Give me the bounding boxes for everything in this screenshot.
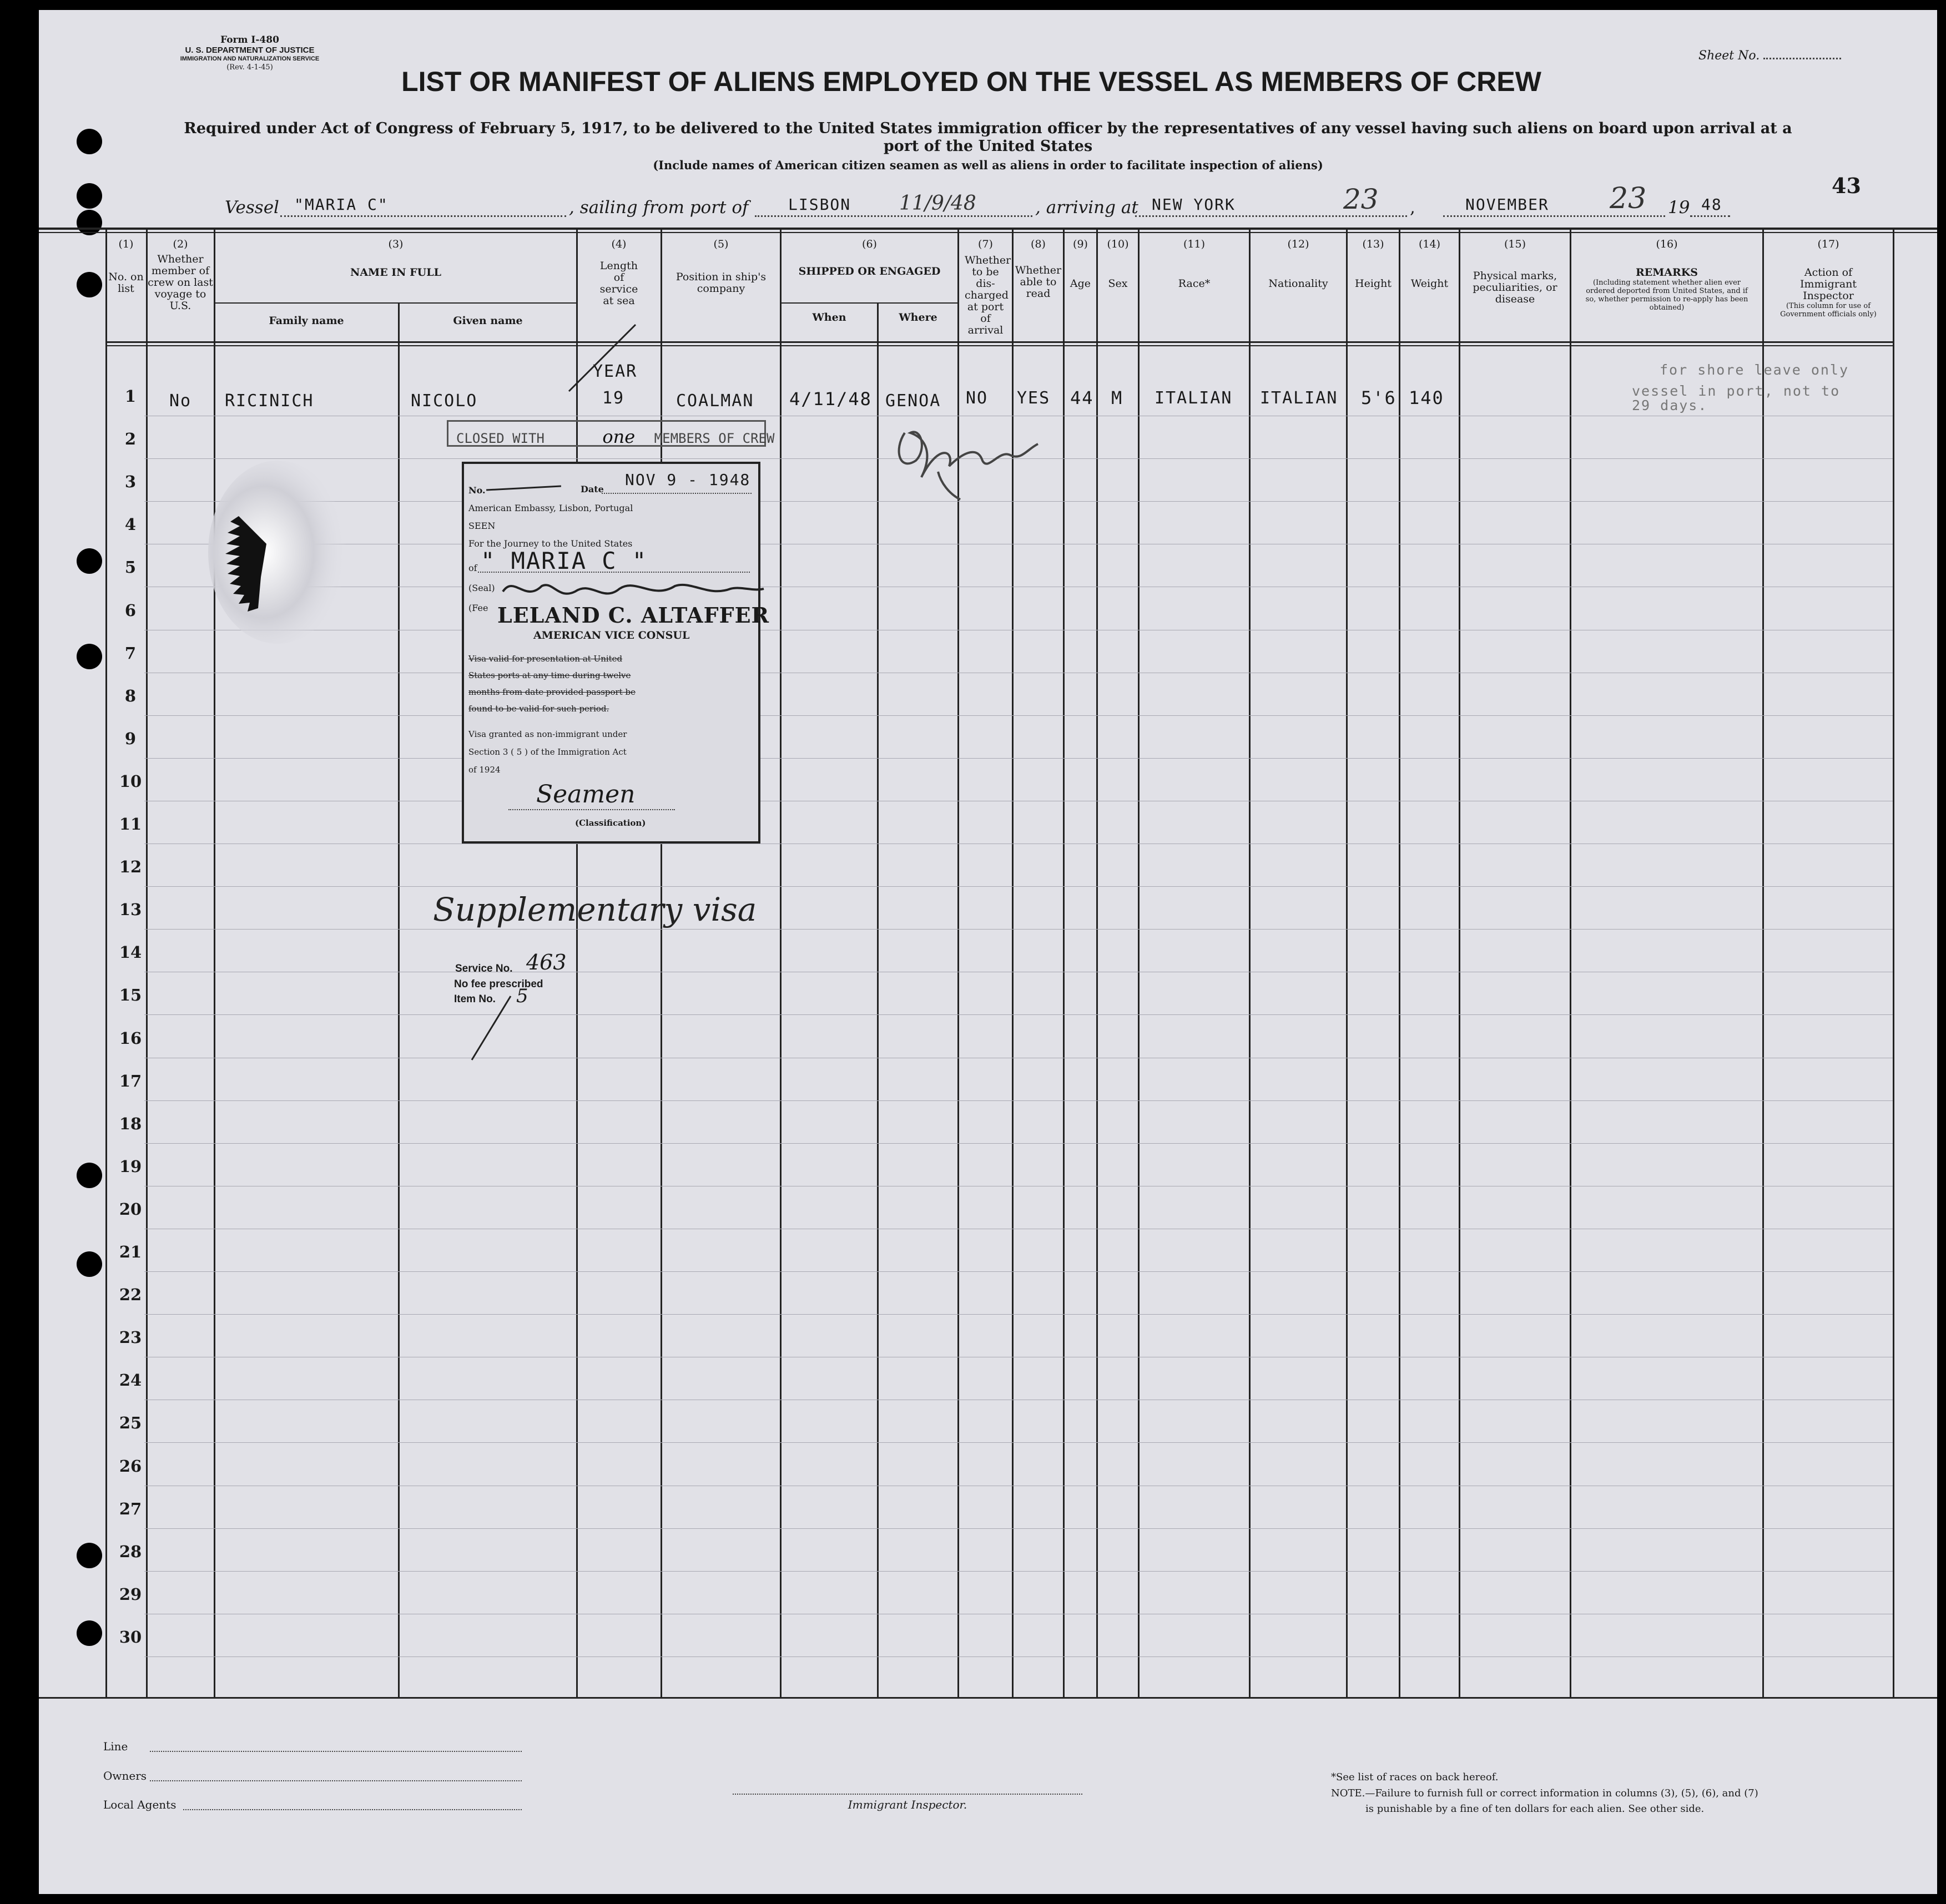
col-num: (14)	[1418, 238, 1440, 250]
col-num: (12)	[1287, 238, 1309, 250]
col-10-header	[1098, 239, 1138, 290]
col-3-header	[215, 239, 576, 279]
entry-service: 19	[602, 388, 625, 408]
column-divider	[1399, 228, 1400, 1697]
inspector-signature	[888, 411, 1043, 505]
port-line	[755, 215, 1032, 217]
arriving-label: , arriving at	[1035, 198, 1138, 218]
item-no-label: Item No.	[454, 993, 496, 1005]
entry-height: 5'6	[1361, 387, 1397, 408]
row-number: 19	[119, 1156, 142, 1176]
row-number: 25	[119, 1413, 142, 1433]
col-label: REMARKS	[1635, 266, 1698, 279]
when-header: When	[812, 311, 846, 324]
col-15-header	[1460, 239, 1570, 305]
arrival-day-handwritten: 23	[1343, 183, 1379, 215]
arrival-year: 48	[1701, 195, 1722, 214]
sailing-date-handwritten: 11/9/48	[899, 192, 976, 215]
col-label: Sex	[1108, 277, 1128, 290]
penalty-note: NOTE.—Failure to furnish full or correct information in columns (3), (5), (6), and (7)	[1331, 1787, 1758, 1799]
col-16-header	[1571, 239, 1762, 312]
visa-of-label: of	[468, 563, 477, 573]
col-note: (This column for use of Government officials only)	[1780, 302, 1877, 319]
col-7-header	[959, 239, 1012, 336]
col-num: (2)	[173, 238, 188, 250]
column-divider	[1570, 228, 1571, 1697]
where-header: Where	[899, 311, 937, 324]
row-rule	[144, 1014, 1893, 1015]
sailing-label: , sailing from port of	[569, 198, 749, 218]
visa-seen: SEEN	[468, 521, 496, 531]
punch-hole	[77, 1543, 102, 1568]
row-number: 15	[119, 986, 142, 1005]
col-11-header	[1140, 239, 1249, 290]
visa-no-strike	[486, 485, 561, 491]
visa-stamp	[462, 462, 770, 844]
service-no-handwritten: 463	[526, 950, 567, 974]
visa-fee: (Fee	[468, 603, 488, 613]
punch-hole	[77, 1163, 102, 1188]
visa-vessel: " MARIA C "	[481, 547, 648, 574]
departure-port: LISBON	[788, 195, 851, 214]
col-6-header	[782, 239, 957, 277]
col-label: Action of Immigrant Inspector	[1799, 266, 1857, 302]
col-1-header	[107, 239, 145, 295]
col-label: Whether able to read	[1015, 264, 1062, 300]
col-num: (16)	[1656, 238, 1678, 250]
col-label: Race*	[1178, 277, 1211, 290]
col-9-header	[1065, 239, 1096, 290]
visa-seal: (Seal)	[468, 583, 495, 593]
sheet-label: Sheet No.	[1698, 49, 1760, 63]
visa-date-line	[602, 493, 752, 494]
row-number: 9	[124, 729, 137, 748]
inspector-label: Immigrant Inspector.	[848, 1798, 967, 1811]
entry-nationality: ITALIAN	[1260, 388, 1338, 408]
closed-stamp-count: one	[602, 426, 636, 447]
vessel-line	[280, 215, 566, 217]
col-label: NAME IN FULL	[350, 266, 441, 279]
punch-hole	[77, 272, 102, 297]
entry-weight: 140	[1409, 387, 1444, 408]
row-rule	[144, 715, 1893, 716]
entry-given-name: NICOLO	[411, 391, 478, 411]
punch-hole	[77, 129, 102, 154]
col-label: Whether member of crew on last voyage to U.S.	[148, 253, 213, 312]
row-number: 28	[119, 1542, 142, 1561]
col-8-header	[1014, 239, 1063, 300]
visa-granted: Section 3 ( 5 ) of the Immigration Act	[468, 747, 627, 757]
row-rule	[144, 929, 1893, 930]
entry-remarks: for shore leave only	[1660, 362, 1849, 378]
row-number: 8	[124, 686, 137, 705]
year-prefix: 19	[1668, 198, 1690, 218]
column-divider	[214, 228, 215, 1697]
entry-age: 44	[1070, 387, 1094, 408]
arrival-port: NEW YORK	[1152, 195, 1236, 214]
entry-where: GENOA	[885, 391, 941, 411]
col-num: (9)	[1073, 238, 1088, 250]
row-number: 12	[119, 857, 142, 877]
entry-remarks: vessel in port, not to	[1632, 383, 1841, 399]
col-2-header	[148, 239, 213, 312]
entry-service-unit: YEAR	[593, 362, 638, 381]
sheet-number-label	[1698, 49, 1841, 63]
page-number: 43	[1832, 173, 1861, 198]
row-rule	[144, 1143, 1893, 1144]
col-note: (Including statement whether alien ever ordered deported from United States, and if so, whether permission to re-apply has been obtained)	[1585, 279, 1748, 312]
entry-remarks: 29 days.	[1632, 397, 1708, 413]
visa-validity: Visa valid for presentation at United	[468, 654, 623, 664]
row-number: 16	[119, 1028, 142, 1048]
col-17-header	[1764, 239, 1893, 319]
column-divider	[1096, 228, 1098, 1697]
department-name: U. S. DEPARTMENT OF JUSTICE	[185, 46, 315, 55]
form-subtitle: Required under Act of Congress of February 5, 1917, to be delivered to the United States immigration officer by the representatives of any vessel having such aliens on board upon arrival at a	[184, 120, 1792, 137]
form-title: LIST OR MANIFEST OF ALIENS EMPLOYED ON THE VESSEL AS MEMBERS OF CREW	[401, 66, 1541, 97]
visa-granted: of 1924	[468, 765, 501, 775]
column-divider	[877, 302, 879, 1697]
punch-hole	[77, 1620, 102, 1646]
row-number: 11	[119, 815, 142, 834]
visa-validity: found to be valid for such period.	[468, 704, 609, 714]
row-number: 20	[119, 1199, 142, 1219]
footer-line-blank	[150, 1751, 522, 1752]
col-num: (3)	[388, 238, 404, 250]
col-12-header	[1251, 239, 1346, 290]
visa-date: NOV 9 - 1948	[625, 471, 751, 489]
given-name-header: Given name	[453, 315, 523, 327]
form-instructions: (Include names of American citizen seamen as well as aliens in order to facilitate inspection of aliens)	[653, 158, 1323, 172]
column-divider	[1063, 228, 1065, 1697]
row-number: 17	[119, 1071, 142, 1090]
row-number: 23	[119, 1328, 142, 1347]
entry-read: YES	[1017, 388, 1051, 408]
punch-hole	[77, 1251, 102, 1277]
table-bottom-border	[39, 1697, 1937, 1699]
col-14-header	[1400, 239, 1459, 290]
row-number: 29	[119, 1584, 142, 1604]
visa-consul-title: AMERICAN VICE CONSUL	[533, 629, 690, 642]
row-number: 1	[124, 387, 137, 406]
inspector-signature-line	[733, 1794, 1082, 1795]
form-revision: (Rev. 4-1-45)	[226, 63, 273, 72]
entry-position: COALMAN	[676, 391, 754, 411]
row-rule	[144, 1656, 1893, 1657]
col-num: (5)	[713, 238, 729, 250]
arrival-month: NOVEMBER	[1465, 195, 1549, 214]
col-label: Whether to be dis-charged at port of arrival	[965, 254, 1011, 336]
col-num: (1)	[118, 238, 134, 250]
form-subtitle: port of the United States	[883, 138, 1093, 155]
row-rule	[144, 1571, 1893, 1572]
visa-classification-line	[508, 809, 675, 810]
month-line	[1443, 215, 1665, 217]
item-no-stroke	[466, 993, 516, 1065]
col-num: (8)	[1031, 238, 1046, 250]
header-bottom-border	[105, 345, 1893, 346]
shipped-subheader-line	[780, 302, 957, 304]
footer-line-label: Line	[103, 1740, 128, 1753]
service-no-label: Service No.	[455, 963, 513, 974]
service-strike-mark	[563, 316, 641, 400]
column-divider	[661, 228, 662, 1697]
row-number: 5	[124, 558, 137, 577]
col-num: (13)	[1362, 238, 1384, 250]
row-number: 21	[119, 1243, 142, 1261]
col-label: Length of service at sea	[599, 260, 638, 307]
row-number: 3	[124, 472, 137, 492]
visa-date-label: Date	[581, 484, 604, 494]
row-number: 13	[119, 900, 142, 920]
name-subheader-line	[214, 302, 576, 304]
embossed-seal	[205, 455, 350, 655]
row-rule	[144, 1528, 1893, 1529]
column-divider	[1762, 228, 1764, 1697]
row-rule	[144, 1271, 1893, 1272]
footer-owners-label: Owners	[103, 1769, 147, 1782]
col-4-header	[578, 239, 660, 307]
punch-hole	[77, 548, 102, 574]
item-no-handwritten: 5	[516, 985, 528, 1007]
family-name-header: Family name	[269, 315, 344, 327]
service-name: IMMIGRATION AND NATURALIZATION SERVICE	[180, 55, 320, 62]
visa-classification: (Classification)	[575, 818, 646, 828]
entry-discharged: NO	[966, 388, 989, 408]
col-label: Height	[1355, 277, 1392, 290]
row-rule	[144, 886, 1893, 887]
arrival-day-handwritten-2: 23	[1610, 182, 1647, 215]
footer-agents-label: Local Agents	[103, 1798, 177, 1811]
row-number: 6	[124, 600, 137, 620]
sheet-number-blank	[1763, 58, 1841, 59]
footer-owners-blank	[150, 1780, 522, 1781]
punch-hole	[77, 183, 102, 209]
row-number: 26	[119, 1456, 142, 1476]
row-number: 22	[119, 1285, 142, 1305]
visa-consul-name: LELAND C. ALTAFFER	[497, 603, 770, 628]
col-label: Age	[1070, 277, 1091, 290]
visa-validity: months from date provided passport be	[468, 687, 636, 697]
entry-family-name: RICINICH	[225, 391, 314, 411]
row-number: 24	[119, 1371, 142, 1390]
row-rule	[144, 758, 1893, 759]
entry-when: 4/11/48	[789, 388, 872, 410]
col-label: Nationality	[1268, 277, 1328, 290]
col-num: (17)	[1817, 238, 1839, 250]
col-label: SHIPPED OR ENGAGED	[798, 265, 941, 277]
col-num: (15)	[1504, 238, 1526, 250]
form-number: Form I-480	[220, 34, 279, 46]
column-divider	[398, 302, 400, 1697]
col-num: (6)	[862, 238, 877, 250]
row-number: 18	[119, 1114, 142, 1133]
column-divider	[1249, 228, 1251, 1697]
row-rule	[144, 1100, 1893, 1101]
races-note: *See list of races on back hereof.	[1331, 1771, 1499, 1783]
row-number: 14	[119, 943, 142, 962]
supplementary-visa-handwritten: Supplementary visa	[433, 891, 757, 928]
row-number: 27	[119, 1499, 142, 1518]
penalty-note: is punishable by a fine of ten dollars for each alien. See other side.	[1365, 1803, 1705, 1815]
column-divider	[1138, 228, 1140, 1697]
vessel-label: Vessel	[225, 198, 279, 218]
no-fee-label: No fee prescribed	[454, 978, 543, 990]
entry-race: ITALIAN	[1155, 388, 1233, 408]
visa-classification-handwritten: Seamen	[536, 780, 636, 809]
vessel-name: "MARIA C"	[294, 195, 389, 214]
table-top-border	[39, 232, 1937, 233]
date-comma: ,	[1410, 198, 1415, 218]
row-number: 2	[124, 430, 137, 449]
visa-embassy: American Embassy, Lisbon, Portugal	[468, 503, 633, 513]
header-bottom-border	[105, 341, 1893, 343]
column-divider	[1893, 228, 1894, 1697]
row-rule	[144, 1442, 1893, 1443]
entry-last-voyage: No	[169, 391, 192, 411]
col-num: (4)	[611, 238, 627, 250]
col-label: No. on list	[108, 271, 144, 295]
footer-agents-blank	[183, 1809, 522, 1810]
row-number: 30	[119, 1627, 142, 1647]
year-line	[1690, 215, 1730, 217]
col-label: Weight	[1410, 277, 1449, 290]
column-divider	[1459, 228, 1460, 1697]
visa-validity: States ports at any time during twelve	[468, 670, 631, 680]
row-rule	[144, 1314, 1893, 1315]
col-label: Position in ship's company	[675, 271, 767, 295]
row-number: 7	[124, 643, 137, 663]
col-5-header	[662, 239, 780, 295]
column-divider	[780, 228, 782, 1697]
col-num: (7)	[978, 238, 993, 250]
col-num: (11)	[1183, 238, 1205, 250]
entry-sex: M	[1111, 387, 1123, 408]
col-13-header	[1348, 239, 1399, 290]
visa-no-label: No.	[468, 485, 486, 496]
column-divider	[1346, 228, 1348, 1697]
closed-stamp-suffix: MEMBERS OF CREW	[654, 431, 775, 446]
punch-hole	[77, 644, 102, 669]
col-label: Physical marks, peculiarities, or disease	[1473, 270, 1557, 305]
col-num: (10)	[1107, 238, 1129, 250]
visa-granted: Visa granted as non-immigrant under	[468, 729, 627, 739]
visa-journey: For the Journey to the United States	[468, 538, 633, 549]
table-top-border	[39, 228, 1937, 230]
arrival-line	[1135, 215, 1407, 217]
row-number: 4	[124, 515, 137, 534]
column-divider	[576, 228, 578, 1697]
closed-stamp-prefix: CLOSED WITH	[456, 431, 545, 446]
row-number: 10	[119, 771, 142, 791]
closed-with-stamp	[447, 420, 775, 447]
